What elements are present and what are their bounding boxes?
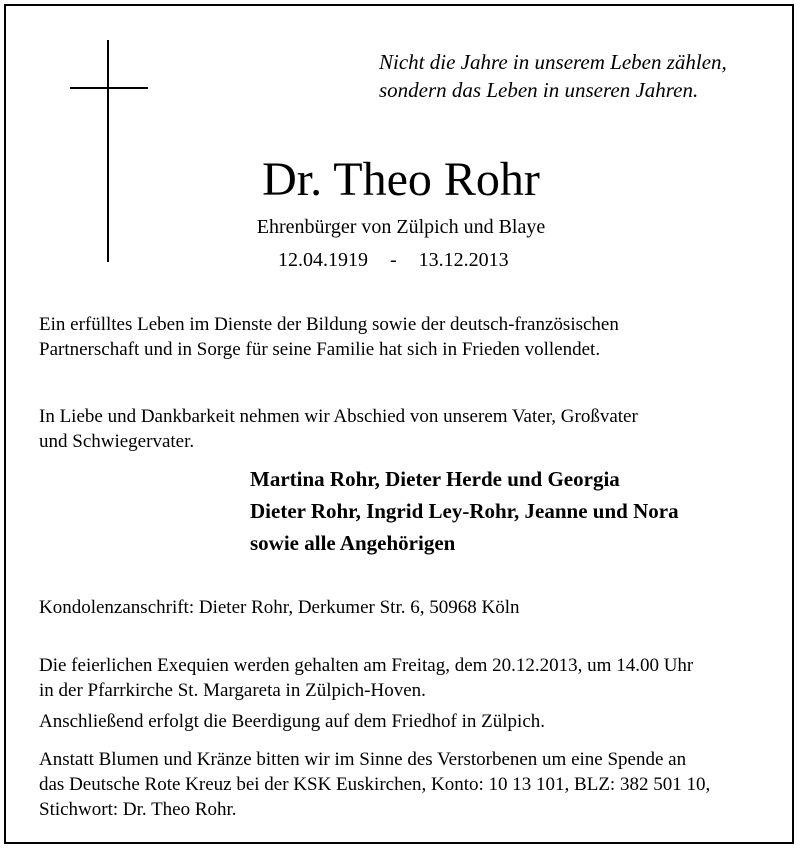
mourner-line: Dieter Rohr, Ingrid Ley-Rohr, Jeanne und Nora	[250, 499, 679, 523]
condolence-address: Kondolenzanschrift: Dieter Rohr, Derkumer Str. 6, 50968 Köln	[39, 597, 520, 618]
farewell-line-2: und Schwiegervater.	[39, 431, 195, 452]
service-line-2: in der Pfarrkirche St. Margareta in Zülpich-Hoven.	[39, 680, 426, 701]
quote-line-1: Nicht die Jahre in unserem Leben zählen,	[379, 50, 727, 74]
tribute-line-2: Partnerschaft und in Sorge für seine Familie hat sich in Frieden vollendet.	[39, 339, 601, 360]
honorary-title: Ehrenbürger von Zülpich und Blaye	[256, 216, 546, 238]
obituary-notice	[4, 4, 794, 844]
mourners-list	[250, 463, 679, 559]
date-separator: -	[390, 249, 397, 271]
cross-icon-horizontal	[70, 87, 148, 89]
burial-paragraph: Anschließend erfolgt die Beerdigung auf dem Friedhof in Zülpich.	[39, 711, 546, 732]
service-paragraph	[39, 653, 789, 703]
donation-line-1: Anstatt Blumen und Kränze bitten wir im Sinne des Verstorbenen um eine Spende an	[39, 749, 687, 770]
farewell-line-1: In Liebe und Dankbarkeit nehmen wir Abschied von unserem Vater, Großvater	[39, 406, 638, 427]
donation-line-3: Stichwort: Dr. Theo Rohr.	[39, 799, 237, 820]
tribute-line-1: Ein erfülltes Leben im Dienste der Bildung sowie der deutsch-französischen	[39, 314, 619, 335]
donation-paragraph	[39, 747, 789, 822]
farewell-paragraph	[39, 404, 789, 454]
life-dates	[278, 247, 509, 273]
tribute-paragraph	[39, 312, 789, 362]
mourner-line: sowie alle Angehörigen	[250, 531, 456, 555]
mourner-line: Martina Rohr, Dieter Herde und Georgia	[250, 467, 620, 491]
quote-line-2: sondern das Leben in unseren Jahren.	[379, 78, 699, 102]
death-date: 13.12.2013	[418, 249, 509, 271]
birth-date: 12.04.1919	[278, 249, 368, 271]
memorial-quote	[379, 48, 779, 104]
service-line-1: Die feierlichen Exequien werden gehalten am Freitag, dem 20.12.2013, um 14.00 Uhr	[39, 655, 694, 676]
donation-line-2: das Deutsche Rote Kreuz bei der KSK Euskirchen, Konto: 10 13 101, BLZ: 382 501 10,	[39, 774, 711, 795]
deceased-name: Dr. Theo Rohr	[262, 153, 540, 206]
